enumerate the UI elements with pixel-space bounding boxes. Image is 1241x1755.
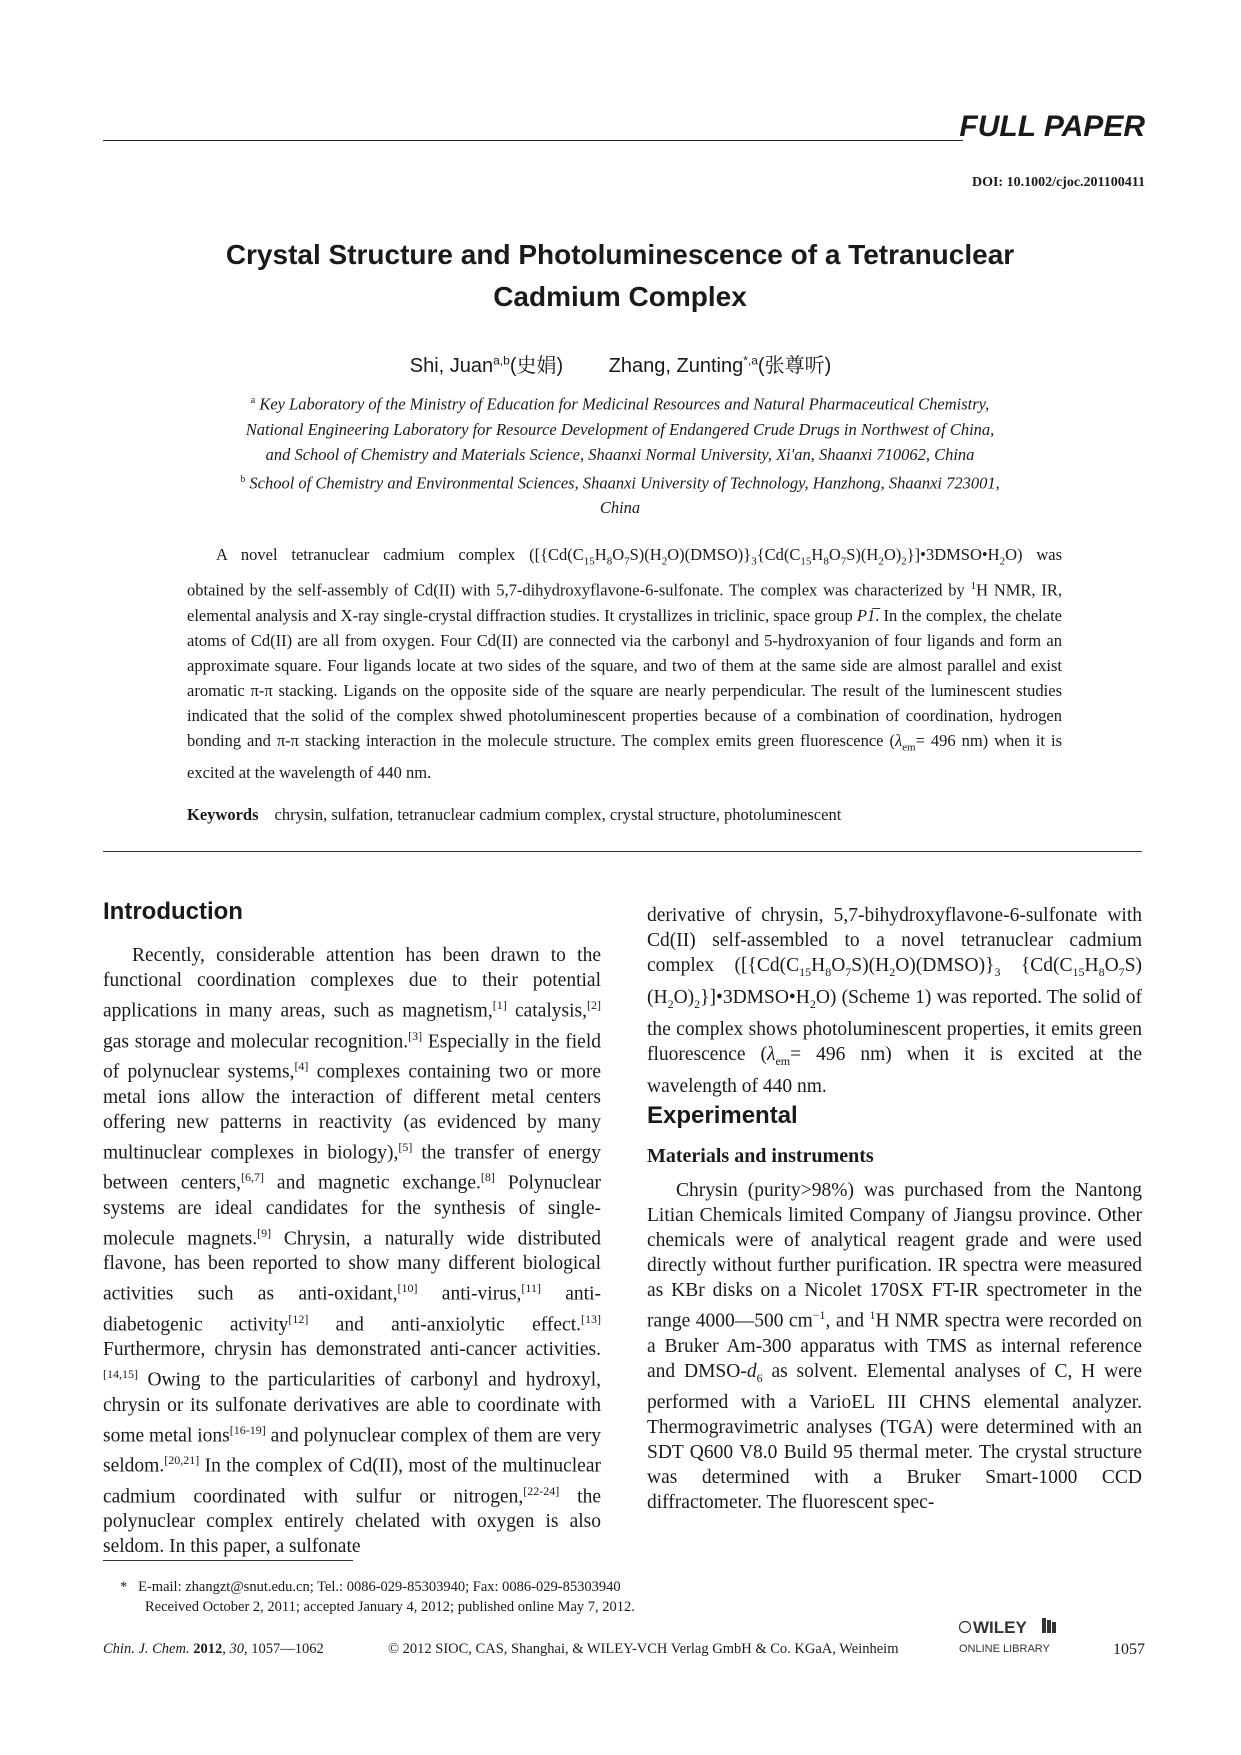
author-1-sup: a,b [493,353,510,368]
paper-title [150,234,1090,318]
footer-volume: 30 [229,1641,244,1657]
rt-t: H [811,955,826,976]
abs-lambda: λ [894,730,903,750]
citation: [14,15] [103,1367,138,1381]
rt-t: H [1084,955,1099,976]
abs-t: H [811,545,824,564]
rt-sub: 3 [994,964,1001,979]
rt-t: }]•3DMSO•H [700,986,810,1008]
continuation-paragraph [647,903,1142,1099]
abs-t: }]•3DMSO•H [906,545,1000,564]
author-2 [609,355,832,377]
citation: [5] [398,1139,413,1154]
wiley-logo-icon [958,1616,1068,1660]
rt-t: O) (Scheme 1) was reported. The solid of the complex shows photoluminescent properties, it emits green fluorescence ( [647,986,1142,1065]
exp-t: Chrysin (purity>98%) was purchased from the Nantong Litian Chemicals limited Company of Jiangsu province. Other chemicals were of analytical reagent grade and were used directly without further purification. IR spectra were measured as KBr disks on a Nicolet 170SX FT-IR spectrometer in the range 4000—500 cm [647,1180,1142,1332]
intro-t: Polynuclear systems are ideal candidates for the synthesis of single-molecule magnets. [103,1172,601,1249]
footnote-rule [103,1560,353,1561]
affiliation-a-text-1: Key Laboratory of the Ministry of Education for Medicinal Resources and Natural Pharmaceutical Chemistry, [259,394,990,414]
rt-sub: 7 [845,964,852,979]
materials-subheading: Materials and instruments [647,1145,874,1167]
rt-t: = 496 nm) when it is excited at the wavelength of 440 nm. [647,1043,1143,1097]
abs-sub: em [902,741,916,754]
affiliation-a-mark: a [250,395,256,406]
rt-sub: 7 [1118,964,1125,979]
abs-sub: 2 [878,555,884,568]
affiliation-a-line-1 [180,388,1060,417]
footnote-line-1 [120,1577,635,1597]
affiliation-b-mark: b [240,473,246,485]
rt-sub: 8 [1098,964,1105,979]
abs-t: = 496 nm) when it is excited at the wavelength of 440 nm. [187,730,1062,783]
citation: [20,21] [164,1453,200,1467]
title-line-2: Cadmium Complex [493,281,747,312]
abs-t: {Cd(C [756,545,801,564]
footer-copyright: © 2012 SIOC, CAS, Shanghai, & WILEY-VCH Verlag GmbH & Co. KGaA, Weinheim [388,1641,899,1657]
citation: [4] [294,1059,309,1073]
footnote [120,1577,635,1617]
rt-lambda: λ [767,1043,776,1065]
affiliation-b-line-1 [180,467,1060,496]
rt-sub: em [775,1053,791,1068]
abs-t: S)(H [629,545,662,564]
header-rule [103,140,963,141]
author-1-chinese: (史娟) [509,355,564,377]
abs-t: . In the complex, the chelate atoms of Cd(II) are all from oxygen. Four Cd(II) are connected via the carbonyl and 5-hydroxyanion of four ligands and form an approximate square. Four ligands locate at two sides of the square, and two of them at the same side are almost parallel and exist aromatic π-π stacking. Ligands on the opposite side of the square are nearly perpendicular. The result of the luminescent studies indicated that the solid of the complex shwed photoluminescent properties because of a combination of coordination, hydrogen bonding and π-π stacking interaction in the molecule structure. The complex emits green fluorescence ( [187,605,1062,750]
rt-sub: 8 [825,964,832,979]
space-group: P1̅ [856,605,876,625]
rt-t: O) [673,986,695,1008]
footer-pages: , 1057—1062 [243,1641,324,1657]
abs-sub: 2 [661,555,668,568]
intro-t: and polynuclear complex of them are very seldom. [103,1425,602,1477]
intro-t: Owing to the particularities of carbonyl and hydroxyl, chrysin or its sulfonate derivatives are able to coordinate with some metal ions [103,1369,601,1446]
footer-citation: Chin. J. Chem. 2012, 30, 1057—1062 [103,1641,324,1657]
exp-t: as solvent. Elemental analyses of C, H were performed with a VarioEL III CHNS elemental analyzer. Thermogravimetric analyses (TGA) were determined with an SDT Q600 V8.0 Build 95 thermal meter. The crystal structure was determined with a Bruker Smart-1000 CCD diffractometer. The fluorescent spec- [647,1360,1142,1514]
citation: [16-19] [229,1422,266,1437]
footnote-mark: * [120,1579,128,1595]
citation: [1] [492,998,507,1012]
abs-t: O [828,545,841,564]
abs-t: O) was obtained by the self-assembly of Cd(II) with 5,7-dihydroxyflavone-6-sulfonate. The complex was characterized by [187,545,1063,600]
exp-sup: 1 [869,1308,876,1322]
intro-t: the transfer of energy between centers, [103,1142,601,1194]
citation: [3] [408,1028,423,1043]
abs-sup: 1 [970,580,977,593]
intro-t: anti-diabetogenic activity [103,1283,602,1335]
exp-sup: −1 [812,1308,826,1322]
citation: [12] [288,1311,309,1326]
intro-t: catalysis, [506,1000,587,1022]
abs-t: O [612,545,625,564]
rt-sub: 2 [667,996,674,1011]
abs-sub: 2 [999,555,1006,568]
affiliation-a-line-2: National Engineering Laboratory for Resource Development of Endangered Crude Drugs in Northwest of China, [245,419,995,439]
abstract-text [187,542,1062,785]
author-1-name: Shi, Juan [409,355,494,377]
intro-t: Especially in the field of polynuclear systems, [103,1031,601,1083]
experimental-paragraph [647,1178,1142,1515]
rt-sub: 2 [809,996,816,1011]
footer-year: 2012 [193,1641,223,1657]
rt-t: {Cd(C [1020,955,1073,976]
intro-t: and magnetic exchange. [264,1172,481,1194]
abs-sub: 3 [751,555,757,568]
introduction-continuation [647,903,1142,1099]
keywords-text: chrysin, sulfation, tetranuclear cadmium complex, crystal structure, photoluminescent [274,805,842,824]
citation: [2] [587,998,601,1012]
exp-t: H NMR spectra were recorded on a Bruker Am-300 apparatus with TMS as internal reference and DMSO- [647,1310,1142,1382]
doi: DOI: 10.1002/cjoc.201100411 [971,175,1145,190]
exp-sub: 6 [756,1370,763,1385]
abs-sub: 8 [606,555,613,568]
abs-t: A novel tetranuclear cadmium complex ([{Cd(C [216,545,584,564]
citation: [10] [397,1281,418,1295]
keywords [187,805,841,825]
abs-t: S)(H [846,545,879,564]
intro-t: anti-virus, [417,1283,522,1305]
wiley-online-library-logo [958,1616,1068,1660]
citation: [6,7] [241,1170,264,1184]
intro-t: gas storage and molecular recognition. [103,1031,409,1052]
intro-t: Recently, considerable attention has been drawn to the functional coordination complexes due to their potential applications in many areas, such as magnetism, [103,945,601,1022]
abs-sub: 7 [840,555,847,568]
intro-t: complexes containing two or more metal ions allow the interaction of different metal centers offering new patterns in reactivity (as evidenced by many multinuclear complexes in biology), [103,1061,601,1163]
page-number: 1057 [1113,1641,1145,1658]
footer-journal: Chin. J. Chem. [103,1641,190,1657]
experimental-body [647,1178,1142,1515]
rt-sub: 15 [799,964,812,979]
keywords-label: Keywords [187,805,259,824]
intro-t: Furthermore, chrysin has demonstrated anti-cancer activities. [103,1339,601,1360]
affiliation-b-text-1: School of Chemistry and Environmental Sciences, Shaanxi University of Technology, Hanzhong, Shaanxi 723001, [249,473,1000,492]
logo-online-library-text: ONLINE LIBRARY [959,1643,1050,1655]
author-2-sup: *,a [743,353,758,368]
section-label: FULL PAPER [959,110,1145,143]
introduction-heading: Introduction [103,898,243,925]
affiliations [180,388,1060,520]
rt-sub: 2 [694,996,701,1011]
abs-sub: 7 [624,555,630,568]
abs-t: O)(DMSO)} [667,545,752,564]
authors [0,349,1241,378]
experimental-heading: Experimental [647,1102,798,1129]
abs-t: H NMR, IR, elemental analysis and X-ray single-crystal diffraction studies. It crystallizes in triclinic, space group [187,580,1062,625]
citation: [11] [521,1281,541,1295]
rt-t: O [831,955,846,976]
abs-t: O) [883,545,902,564]
abs-t: H [594,545,607,564]
intro-t: the polynuclear complex entirely chelated with oxygen is also seldom. In this paper, a sulfonate [103,1486,602,1557]
rt-t: S)(H [647,955,1143,1008]
abs-sub: 2 [901,555,907,568]
rt-t: O [1104,955,1119,976]
rt-sub: 15 [1072,964,1085,979]
abs-sub: 15 [800,555,812,568]
title-line-1: Crystal Structure and Photoluminescence of a Tetranuclear [225,239,1015,270]
abs-sub: 8 [823,555,829,568]
footnote-email: E-mail: zhangzt@snut.edu.cn; Tel.: 0086-029-85303940; Fax: 0086-029-85303940 [138,1579,621,1595]
affiliation-b-line-2: China [599,498,641,517]
citation: [13] [581,1311,601,1326]
rt-t: O)(DMSO)} [895,955,995,976]
rt-t: S)(H [851,955,890,976]
author-2-chinese: (张尊听) [757,355,832,377]
rt-t: derivative of chrysin, 5,7-bihydroxyflavone-6-sulfonate with Cd(II) self-assembled to a novel tetranuclear cadmium complex ([{Cd(C [647,905,1142,976]
intro-t: In the complex of Cd(II), most of the multinuclear cadmium coordinated with sulfur or nitrogen, [103,1455,601,1507]
introduction-body [103,943,601,1559]
rt-sub: 2 [889,964,896,979]
author-2-name: Zhang, Zunting [608,355,744,377]
exp-t: , and [825,1310,870,1332]
citation: [8] [480,1170,495,1184]
introduction-paragraph [103,943,601,1559]
footnote-line-2: Received October 2, 2011; accepted January 4, 2012; published online May 7, 2012. [145,1599,635,1615]
intro-t: Chrysin, a naturally wide distributed flavone, has been reported to show many different biological activities such as anti-oxidant, [103,1228,601,1305]
citation: [9] [257,1225,272,1240]
abstract-rule [103,851,1142,852]
author-1 [410,355,563,377]
abs-sub: 15 [583,555,595,568]
intro-t: and anti-anxiolytic effect. [308,1314,581,1335]
abstract [187,542,1062,785]
citation: [22-24] [523,1483,560,1498]
exp-italic: d [746,1360,757,1382]
logo-wiley-text: WILEY [973,1618,1027,1637]
affiliation-a-line-3: and School of Chemistry and Materials Science, Shaanxi Normal University, Xi'an, Shaanxi 710062, China [265,444,975,464]
